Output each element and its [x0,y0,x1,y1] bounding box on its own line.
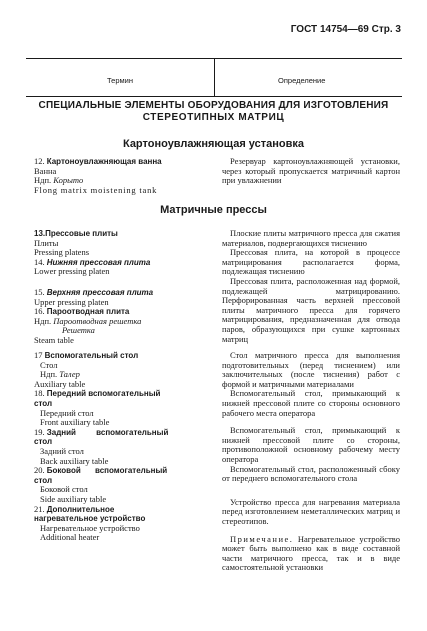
undesirable-term: Корыто [53,175,84,186]
terms-13-16 [34,229,212,346]
term-17-name: Вспомогательный стол [44,351,139,360]
page-header: ГОСТ 14754—69 Стр. 3 [290,24,401,35]
term-20-name: Боковой вспомогательный стол [34,466,168,485]
section-title-line1: СПЕЦИАЛЬНЫЕ ЭЛЕМЕНТЫ ОБОРУДОВАНИЯ ДЛЯ ИЗГОТОВЛЕНИЯ [38,100,389,111]
term-13-english: Pressing platens [34,247,90,258]
note [222,535,400,573]
term-17-english: Auxiliary table [34,378,86,389]
term-14-english: Lower pressing platen [34,266,110,277]
undesirable-term: Талер [59,369,80,380]
term-13-name: 13.Прессовые плиты [34,229,118,238]
term-15-english: Upper pressing platen [34,296,109,307]
term-15-number: 15. [34,286,45,297]
section-title-line2: СТЕРЕОТИПНЫХ МАТРИЦ [142,112,285,123]
term-17-number: 17 [34,350,43,360]
term-20-synonym: Боковой стол [40,484,88,495]
term-19-name: Задний вспомогательный стол [34,427,169,447]
undesirable-term: Пароотводная решетка [53,315,142,326]
column-header-term: Термин [107,76,133,85]
definition-18: Вспомогательный стол, примыкающий к нижней прессовой плите со стороны основного рабочего места оператора [222,388,400,418]
undesirable-label: Ндп. [34,175,52,186]
undesirable-term: Решетка [62,325,95,336]
term-14-number: 14. [34,256,45,267]
term-12 [34,157,212,195]
term-number: 12. [34,156,45,166]
term-16-name: Пароотводная плита [46,307,130,317]
term-20-number: 20. [34,465,45,476]
definition-text: Резервуар картоноувлажняющей установки, через который пропускается матричный картон при увлажнении [222,156,400,186]
definition-12 [222,157,400,186]
column-divider [214,58,215,96]
term-20-english: Side auxiliary table [40,493,107,504]
term-21-number: 21. [34,503,45,514]
definition-14: Прессовая плита, на которой в процессе матрицирования располагается форма, подлежащая тиснению [222,247,400,277]
term-19-english: Back auxiliary table [40,455,109,466]
definition-19: Вспомогательный стол, примыкающий к нижней прессовой плите со стороны, противоположной основному рабочему месту оператора [222,425,400,464]
definition-20: Вспомогательный стол, расположенный сбоку от переднего вспомогательного стола [222,463,400,484]
term-14-name: Нижняя прессовая плита [46,257,151,267]
subsection-title-presses: Матричные прессы [160,204,267,216]
table-head-rule [26,96,402,97]
undesirable-label: Ндп. [40,369,58,380]
term-name: Картоноувлажняющая ванна [46,157,162,166]
term-19-number: 19. [34,426,45,437]
column-header-definition: Определение [278,76,326,85]
term-21-name: Дополнительное нагревательное устройство [34,504,146,524]
term-15-name: Верхняя прессовая плита [46,287,154,297]
term-19-synonym: Задний стол [40,445,84,456]
definitions-17-21 [222,351,400,573]
term-16-number: 16. [34,306,45,317]
subsection-title-moistening: Картоноувлажняющая установка [122,138,305,150]
term-16-english: Steam table [34,334,74,345]
note-text: Нагревательное устройство может быть выполнено как в виде составной части матричного пресса, так и в виде самостоятельной установки [222,533,400,573]
definition-17: Стол матричного пресса для выполнения подготовительных (перед тиснением) или заключительных (после тиснения) работ с формой и матричными материалами [222,350,400,389]
definition-15: Прессовая плита, расположенная над формой, подлежащей матрицированию. Перфорированная часть верхней прессовой плиты матричного пресса для горячего матрицирования, предназначенная для отвода паров, образующихся при сушке картонных матриц [222,275,400,344]
term-18-synonym: Передний стол [40,407,94,418]
note-label: Примечание. [230,533,294,544]
term-21-synonym: Нагревательное устройство [40,522,140,533]
term-18-english: Front auxiliary table [40,417,110,428]
term-english: Flong matrix moistening tank [34,184,158,195]
term-synonym: Ванна [34,165,57,176]
definition-21: Устройство пресса для нагревания материала перед изготовлением неметаллических матриц и стереотипов. [222,496,400,526]
definitions-13-16 [222,229,400,344]
definition-13: Плоские плиты матричного пресса для сжатия материалов, подвергающихся тиснению [222,228,400,248]
term-13-synonym: Плиты [34,237,59,248]
term-18-name: Передний вспомогательный стол [34,389,161,408]
terms-17-21 [34,351,180,543]
term-17-synonym: Стол [40,359,58,370]
undesirable-label: Ндп. [34,315,52,326]
term-21-english: Additional heater [40,532,100,543]
term-18-number: 18. [34,388,45,399]
